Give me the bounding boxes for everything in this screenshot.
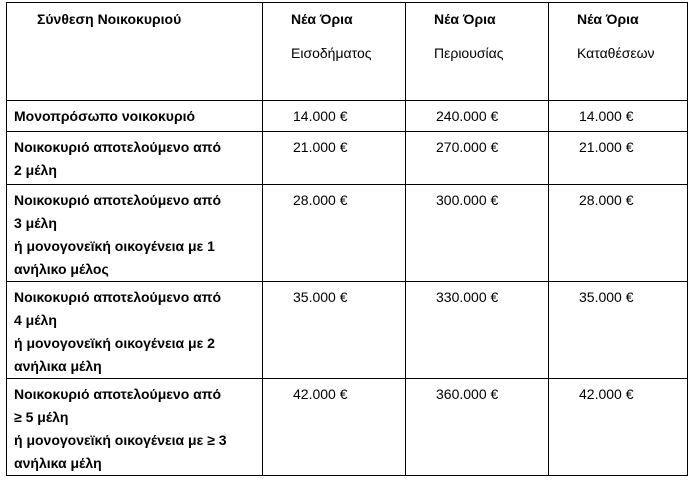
header-composition-label: Σύνθεση Νοικοκυριού: [37, 11, 182, 27]
header-deposit-limits: [549, 3, 688, 101]
header-deposits-title: Νέα Όρια: [577, 11, 639, 27]
header-deposits-subtitle: Καταθέσεων: [577, 45, 655, 61]
household-composition-cell: Νοικοκυριό αποτελούμενο από 4 μέλη ή μονογονεϊκή οικογένεια με 2 ανήλικα μέλη: [7, 282, 263, 379]
income-limit-cell: 42.000 €: [263, 379, 406, 476]
table-row: [7, 101, 688, 132]
household-composition-cell: Νοικοκυριό αποτελούμενο από 3 μέλη ή μονογονεϊκή οικογένεια με 1 ανήλικο μέλος: [7, 185, 263, 282]
deposit-limit-cell: 14.000 €: [549, 101, 688, 132]
header-household-composition: [7, 3, 263, 101]
header-income-limits: [263, 3, 406, 101]
deposit-limit-cell: 28.000 €: [549, 185, 688, 282]
deposit-limit-cell: 21.000 €: [549, 132, 688, 185]
table-header-row: [7, 3, 688, 101]
income-limit-cell: 35.000 €: [263, 282, 406, 379]
property-limit-cell: 300.000 €: [406, 185, 549, 282]
header-property-limits: [406, 3, 549, 101]
property-limit-cell: 360.000 €: [406, 379, 549, 476]
household-composition-cell: Νοικοκυριό αποτελούμενο από 2 μέλη: [7, 132, 263, 185]
deposit-limit-cell: 35.000 €: [549, 282, 688, 379]
income-limit-cell: 14.000 €: [263, 101, 406, 132]
property-limit-cell: 270.000 €: [406, 132, 549, 185]
property-limit-cell: 240.000 €: [406, 101, 549, 132]
table-row: [7, 185, 688, 282]
table-row: [7, 282, 688, 379]
header-income-subtitle: Εισοδήματος: [291, 45, 372, 61]
header-property-subtitle: Περιουσίας: [434, 45, 504, 61]
table-row: [7, 132, 688, 185]
table-row: [7, 379, 688, 476]
deposit-limit-cell: 42.000 €: [549, 379, 688, 476]
household-composition-cell: Νοικοκυριό αποτελούμενο από ≥ 5 μέλη ή μονογονεϊκή οικογένεια με ≥ 3 ανήλικα μέλη: [7, 379, 263, 476]
property-limit-cell: 330.000 €: [406, 282, 549, 379]
income-limit-cell: 28.000 €: [263, 185, 406, 282]
header-property-title: Νέα Όρια: [434, 11, 496, 27]
income-limit-cell: 21.000 €: [263, 132, 406, 185]
household-composition-cell: Μονοπρόσωπο νοικοκυριό: [7, 101, 263, 132]
header-income-title: Νέα Όρια: [291, 11, 353, 27]
household-limits-table: [6, 2, 688, 476]
